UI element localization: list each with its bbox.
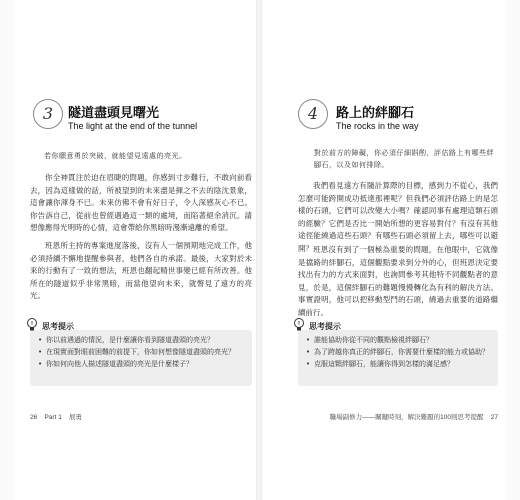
- chapter-title-zh: 路上的絆腳石: [336, 106, 415, 121]
- body-paragraph: 你全神貫注於迫在眉睫的問題，你感到寸步難行，不敢向前看去，因為這樣做的話，所被望到的未來盡是揮之不去的陰沈景象，這會讓你渾身不已。未來仿佛不會有好日子，令人深感灰心不已。你告訴自己，從前也曾經遇過這一類的處境，而陷著絕余消沉。請想像應得光明時的心情，這會帶給你黑暗時漫漸遠離的希望。: [30, 173, 252, 232]
- body-paragraph: 我們看見遠方有隨計算際的目標，感到力不從心，我們怎麼可能跨開成功抵達那裡呢？但我們必須評估路上的是怎樣的石頭，它們可以改變大小嗎？確認同事有處理這類石頭的經驗？它們是否比一開始所想的更容易對付？有沒有其他途徑能繞過這些石頭？有哪些石頭必須留上去，哪些可以避開？: [298, 181, 498, 253]
- chapter-title-en: The light at the end of the tunnel: [68, 121, 198, 131]
- book-title: 職場副修力——關鍵時刻，解決難題的100則思考提醒: [329, 414, 484, 421]
- chapter-number-badge: 3: [33, 99, 63, 129]
- lightbulb-icon: [26, 318, 38, 332]
- chapter-title-zh: 隧道盡頭見曙光: [68, 106, 160, 121]
- left-page: [14, 0, 256, 500]
- think-prompt-list: [38, 335, 244, 371]
- section-label: 展勇: [69, 414, 83, 421]
- think-prompt-item: • 在現實面對眼前困難的前提下，你如何想像隧道盡頭的亮光？: [38, 347, 244, 358]
- think-prompt-list: [306, 335, 492, 371]
- page-number: 26: [30, 414, 38, 421]
- page-footer: [30, 412, 82, 421]
- think-prompt-item: • 為了跨越你真正的絆腳石，你需要什麼樣的能力或協助？: [306, 347, 492, 358]
- chapter-intro: 若你願意勇於突破，就能望見遠處的亮光。: [44, 152, 187, 160]
- page-footer: [330, 412, 498, 421]
- part-label: Part 1: [44, 414, 62, 421]
- chapter-intro: 對於前方的障礙，你必須仔細斟酌，評估路上有哪些絆腳石，以及如何排除。: [314, 149, 494, 169]
- chapter-title-en: The rocks in the way: [336, 121, 419, 131]
- lightbulb-icon: [293, 318, 305, 332]
- chapter-number-badge: 4: [298, 99, 328, 129]
- think-prompt-item: • 克服這顆絆腳石，能讓你得到怎樣的滿足感？: [306, 359, 492, 370]
- think-prompt-heading: 思考提示: [309, 322, 341, 331]
- page-number: 27: [490, 414, 498, 421]
- right-page: [262, 0, 506, 500]
- think-prompt-heading: 思考提示: [42, 322, 74, 331]
- body-paragraph: 班恩所主持的專案進度落後，沒有人一個預期地完成工作，他必須持續不懈地提醒參與者，他們各自的承諾。最後，大家對於未來的行動有了一致的想法，班恩也翻起精世事變已經有所改善。他所在的隧道似乎非常黑暗，而當他望向未來，就瞥見了遠方的亮光。: [30, 241, 252, 300]
- think-prompt-item: • 你如何向他人描述隧道盡頭的亮光是什麼樣子？: [38, 359, 244, 370]
- think-prompt-item: • 你以前遇過的情況，是什麼讓你看到隧道盡頭的亮光？: [38, 335, 244, 346]
- body-paragraph: 班恩沒有到了一個極為重要的問題，在他眼中，它就像是擋路的絆腳石，這個觀點要求到分外的心，但班恩決定要找出有力的方式來面對，也詢問參考其他特不同觀點者的意見，於是，這個絆腳石的難題慢慢轉化為有利的解決方法。事實證明，他可以把移動型鬥的石頭，繞過去重要的道路繼續前行。: [298, 245, 498, 317]
- think-prompt-item: • 誰能協助你從不同的觀點檢視絆腳石？: [306, 335, 492, 346]
